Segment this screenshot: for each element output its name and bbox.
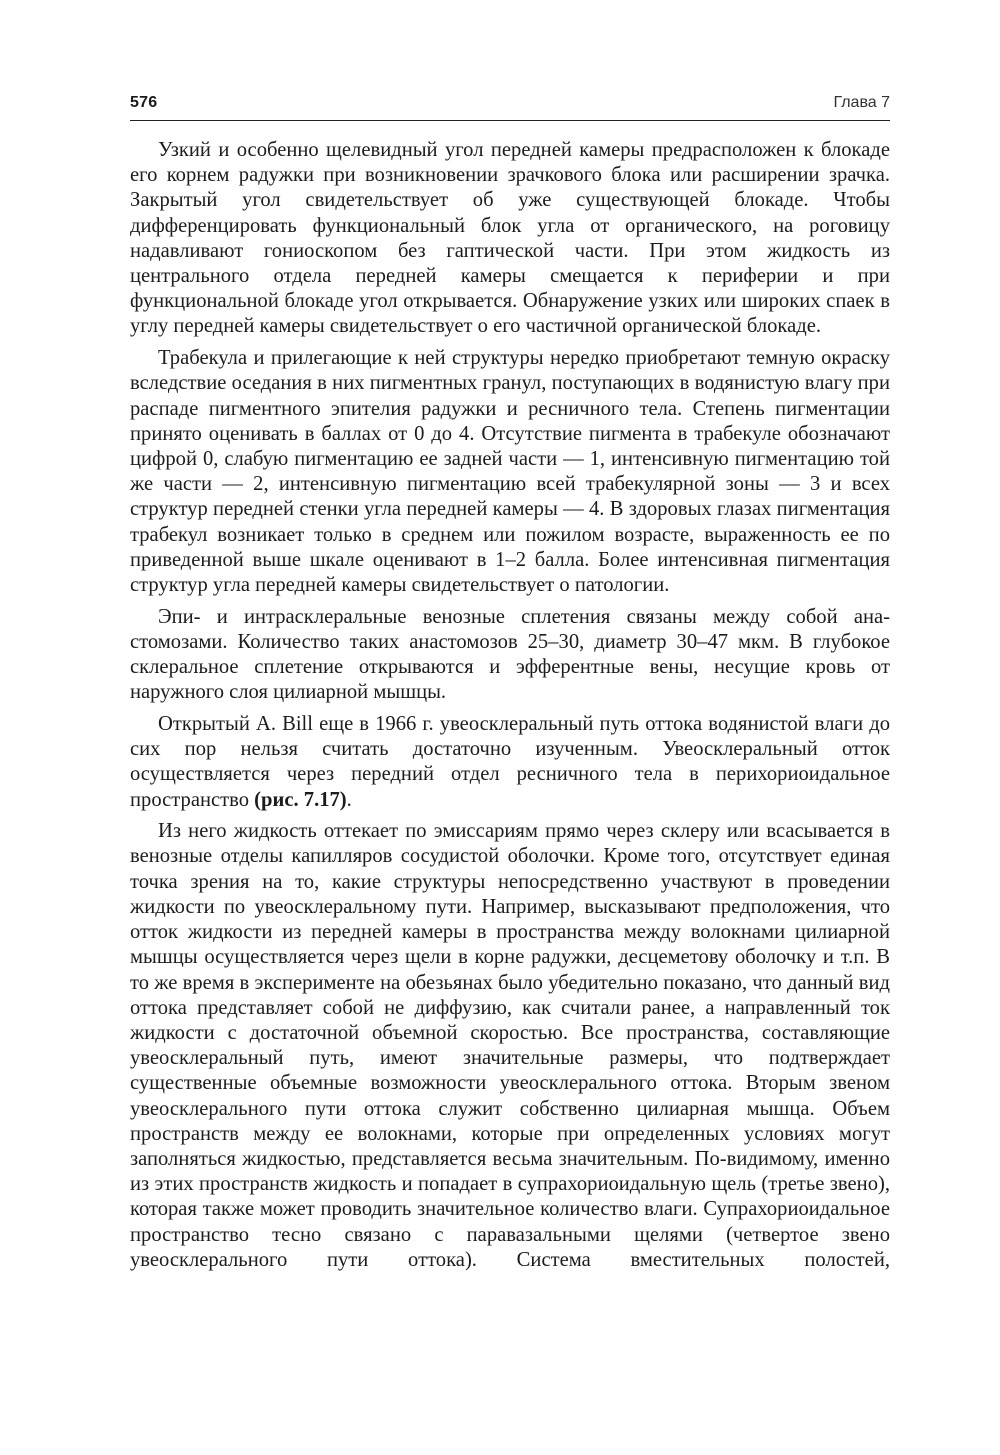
page-number: 576 <box>130 94 158 111</box>
paragraph-tail: . <box>346 788 352 811</box>
paragraph-angle-blockade: Узкий и особенно щелевидный угол передней камеры предрасположен к блокаде его корнем радужки при возникновении зрачкового блока или расширении зрачка. Закрытый угол свидетельствует об уже существующей блокаде. Чтобы дифференцировать функциональный блок угла от органического, на роговицу надавливают гониоскопом без гаптической части. При этом жидкость из центрального отдела передней камеры смещается к периферии и при функциональной блокаде угол открывается. Обнаружение узких или широких спаек в углу передней камеры свидетельствует о его частичной органической блокаде. <box>130 139 890 338</box>
figure-reference: (рис. 7.17) <box>254 788 347 811</box>
body-text <box>130 138 890 1279</box>
paragraph-text: Открытый A. Bill еще в 1966 г. увеосклеральный путь оттока водянистой влаги до сих пор нельзя считать достаточно изученным. Увеосклеральный отток осуществляется через передний отдел ресничного тела в перихориоидальное пространство <box>130 712 890 811</box>
paragraph-outflow-pathway: Из него жидкость оттекает по эмиссариям прямо через склеру или всасывается в венозные отделы капилляров сосудистой оболочки. Кроме того, отсутствует единая точка зрения на то, какие структуры непосредственно участвуют в проведении жидкости по увеосклеральному пути. Например, высказывают предположения, что отток жидкости из передней камеры в пространства между волокнами цилиарной мышцы осуществляется через щели в корне радужки, десцеметову оболочку и т.п. В то же время в эксперименте на обезьянах было убедительно показано, что данный вид оттока представляет собой не диффузию, как считали ранее, а направленный ток жидкости с достаточной объемной скоростью. Все пространства, составляющие увеосклеральный путь, имеют значительные размеры, что подтверждает существенные объемные возможности увеосклерального оттока. Вторым звеном увеосклерального пути оттока служит собственно цилиарная мышца. Объем пространств между ее волокнами, которые при определенных условиях могут заполняться жидкостью, представляется весьма значительным. По-видимому, именно из этих пространств жидкость и попадает в супрахориоидальную щель (третье звено), которая также может проводить значительное количество влаги. Супрахориоидальное пространство тесно связано с паравазальными щелями (четвертое звено увеосклерального пути оттока). Система вместительных полостей, <box>130 820 890 1271</box>
paragraph-trabecula-pigmentation: Трабекула и прилегающие к ней структуры нередко приобретают темную окраску вследствие оседания в них пигментных гранул, поступающих в водянистую влагу при распаде пигментного эпителия радужки и ресничного тела. Степень пигментации принято оценивать в баллах от 0 до 4. Отсутствие пигмента в трабекуле обозначают цифрой 0, слабую пигментацию ее задней части — 1, интенсивную пигментацию той же части — 2, интенсивную пигментацию всей трабекулярной зоны — 3 и всех структур передней стенки угла передней камеры — 4. В здоровых глазах пигментация трабекул возникает только в среднем или пожилом возрасте, выраженность ее по приведенной выше шкале оценивают в 1–2 балла. Более интенсивная пигментация структур угла передней камеры свидетельствует о патологии. <box>130 347 890 596</box>
page-header <box>130 92 890 121</box>
paragraph-uveoscleral-outflow <box>130 712 890 813</box>
chapter-label: Глава 7 <box>833 94 890 111</box>
paragraph-venous-plexuses: Эпи- и интрасклеральные венозные сплетения связаны между собой анастомозами. Количество таких анастомозов 25–30, диаметр 30–47 мкм. В глубокое склеральное сплетение открываются и эфферентные вены, несущие кровь от наружного слоя цилиарной мышцы. <box>130 605 890 704</box>
